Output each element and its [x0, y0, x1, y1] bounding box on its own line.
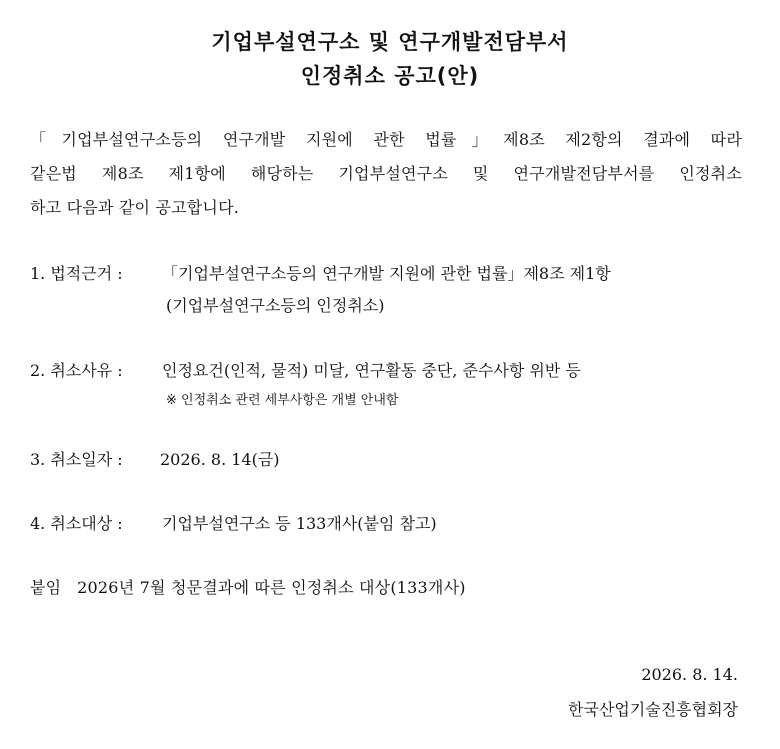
- item-legal-basis: [30, 261, 611, 284]
- footer-date: 2026. 8. 14.: [641, 665, 738, 684]
- item-cancel-target-label: 4. 취소대상 :: [30, 514, 123, 533]
- document-title-line2: 인정취소 공고(안): [300, 64, 480, 88]
- document-title-line1: 기업부설연구소 및 연구개발전담부서: [211, 30, 569, 54]
- item-legal-basis-sub: (기업부설연구소등의 인정취소): [166, 296, 385, 315]
- item-legal-basis-value: 「기업부설연구소등의 연구개발 지원에 관한 법률」제8조 제1항: [162, 264, 611, 283]
- item-cancel-target: [30, 511, 437, 534]
- intro-line-3: 하고 다음과 같이 공고합니다.: [30, 198, 240, 217]
- item-legal-basis-label: 1. 법적근거 :: [30, 264, 123, 283]
- item-cancel-reason-value: 인정요건(인적, 물적) 미달, 연구활동 중단, 준수사항 위반 등: [162, 361, 581, 380]
- item-cancel-date-value: 2026. 8. 14(금): [160, 450, 280, 469]
- intro-line-2: 같은법 제8조 제1항에 해당하는 기업부설연구소 및 연구개발전담부서를 인정취소: [30, 164, 742, 183]
- item-cancel-reason: [30, 358, 581, 381]
- item-cancel-reason-note: ※ 인정취소 관련 세부사항은 개별 안내함: [166, 393, 399, 408]
- item-cancel-date-label: 3. 취소일자 :: [30, 450, 123, 469]
- attachment-line: 붙임 2026년 7월 청문결과에 따른 인정취소 대상(133개사): [30, 578, 466, 597]
- item-cancel-date: [30, 447, 280, 470]
- item-cancel-reason-label: 2. 취소사유 :: [30, 361, 123, 380]
- item-cancel-target-value: 기업부설연구소 등 133개사(붙임 참고): [162, 514, 437, 533]
- footer-issuer: 한국산업기술진흥협회장: [567, 700, 738, 719]
- intro-line-1: 「기업부설연구소등의 연구개발 지원에 관한 법률」제8조 제2항의 결과에 따라: [30, 130, 742, 149]
